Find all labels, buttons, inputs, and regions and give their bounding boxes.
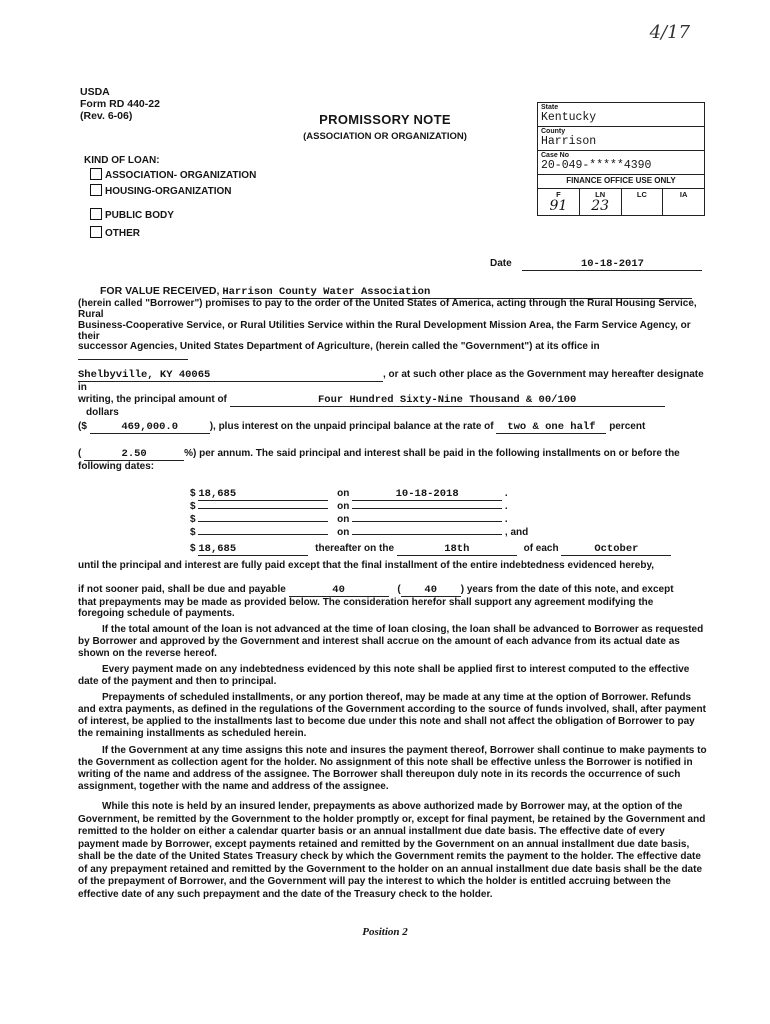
term-line: if not sooner paid, shall be due and payable 40 ( 40 ) years from the date of this note, and except [78,584,674,596]
code-cell-ln [580,189,622,215]
row-end: , and [504,527,529,538]
handwritten-note: 4/17 [649,22,690,43]
borrower-name[interactable]: Harrison County Water Association [222,286,692,299]
rate-rest: %) per annum. The said principal and interest shall be paid in the following installments on or before the [184,448,680,459]
checkbox[interactable] [90,184,102,196]
installment-amount[interactable] [198,521,328,522]
prepayment-paragraph: Prepayments of scheduled installments, or any portion thereof, may be made at any time at the option of Borrower. Refunds and extra payments, as defined in the regulations of the Government according to the source of funds involved, shall, after payment of interest, be applied to the installments last to become due under this note and shall not affect the obligation of Borrower to pay the remaining installments as scheduled herein. [78,692,706,739]
checkbox[interactable] [90,226,102,238]
document-subtitle: (ASSOCIATION OR ORGANIZATION) [303,131,467,142]
office-line [78,341,708,363]
page-footer: Position 2 [362,926,408,938]
payment-application-paragraph: Every payment made on any indebtedness evidenced by this note shall be applied first to interest computed to the effective date of the payment and then to principal. [78,664,690,687]
clause-line: Business-Cooperative Service, or Rural Utilities Service within the Rural Development Mission Area, the Farm Service Agency, or their [78,320,691,342]
installment-row: $ on , and [190,527,529,538]
code-label: LN [595,190,606,199]
term-years-number[interactable]: 40 [401,585,461,597]
payment-month[interactable]: October [561,543,671,556]
installment-date[interactable]: 10-18-2018 [352,488,502,501]
code-cell-lc [622,189,664,215]
installment-amount[interactable]: 18,685 [198,488,328,501]
loan-option-label: ASSOCIATION- ORGANIZATION [105,170,257,181]
percent-label: percent [609,421,646,432]
kind-of-loan-label: KIND OF LOAN: [84,155,160,166]
dollars-label: dollars [86,407,119,418]
installment-date[interactable] [352,508,502,509]
date-label: Date [490,258,512,269]
amount-prefix: ($ [78,421,87,432]
installment-row: $ 18,685 on 10-18-2018 . [190,488,508,500]
term-section [78,584,708,619]
principal-prefix: writing, the principal amount of [78,394,227,405]
borrower-clause [78,298,708,342]
for-value-line [100,285,692,299]
code-value: 91 [549,198,568,214]
advance-paragraph: If the total amount of the loan is not advanced at the time of loan closing, the loan shall be advanced to Borrower as requested by Borrower and approved by the Government and interest shall accrue on the amount of each advance from its actual date as shown on the reverse hereof. [78,624,704,659]
form-identification [80,86,160,122]
interest-text: ), plus interest on the unpaid principal balance at the rate of [209,421,494,432]
checkbox[interactable] [90,208,102,220]
thereafter-label: thereafter on the [315,543,395,554]
on-label: on [337,527,350,538]
rate-value[interactable]: 2.50 [84,449,184,461]
clause-line: successor Agencies, United States Department of Agriculture, (herein called the "Government") at its office in [78,341,600,352]
row-end: . [504,514,508,525]
term-line: foregoing schedule of payments. [78,608,235,619]
loan-option [90,226,256,240]
case-number-label: Case No [541,152,570,159]
document-title: PROMISSORY NOTE [319,112,451,127]
code-cell-f [538,189,580,215]
principal-words[interactable]: Four Hundred Sixty-Nine Thousand & 00/100 [230,395,665,407]
installment-date[interactable] [352,521,502,522]
state-cell [538,103,704,127]
loan-option [90,168,256,182]
rate-line [78,448,708,472]
term-prefix: if not sooner paid, shall be due and payable [78,584,286,595]
case-number-cell [538,151,704,175]
installment-date[interactable] [352,534,502,535]
installment-row: $ on . [190,501,508,512]
code-label: F [556,190,561,199]
case-number-value: 20-049-*****4390 [541,159,652,172]
state-value: Kentucky [541,111,597,124]
clause-line: , or at such other place as the Government may hereafter designate in [78,369,704,393]
office-location[interactable]: Shelbyville, KY 40065 [78,370,383,382]
loan-option [90,184,256,198]
row-end: . [504,488,508,499]
checkbox[interactable] [90,168,102,180]
assignment-paragraph: If the Government at any time assigns this note and insures the payment thereof, Borrower shall continue to make payments to the Government as collection agent for the holder. No assignment of this note shall be effective unless the Borrower is notified in writing of the name and address of the assignee. The Borrower shall thereupon duly note in its records the occurrence of such assignment, together with the name and address of the assignee. [78,745,707,792]
form-number: Form RD 440-22 [80,98,160,110]
on-label: on [337,501,350,512]
loan-option [90,208,256,222]
code-cell-ia [663,189,704,215]
date-field [490,258,702,271]
case-info-box [537,102,705,216]
office-location-line [78,369,708,393]
principal-line [78,394,708,418]
of-each-label: of each [523,543,559,554]
county-value: Harrison [541,135,597,148]
code-label: LC [636,190,647,199]
finance-codes-row [538,189,704,215]
loan-option-label: OTHER [105,228,140,239]
following-dates: following dates: [78,461,155,472]
payment-day[interactable]: 18th [397,543,517,556]
term-years-words[interactable]: 40 [289,585,389,597]
state-label: State [541,104,559,111]
finance-office-label: FINANCE OFFICE USE ONLY [538,175,704,189]
code-value: 23 [591,198,610,214]
term-line: that prepayments may be made as provided below. The consideration herefor shall support any agreement modifying the [78,597,654,608]
rate-open: ( [78,448,82,459]
row-end: . [504,501,508,512]
county-cell [538,127,704,151]
insured-lender-paragraph: While this note is held by an insured lender, prepayments as above authorized made by Borrower may, at the option of the Government, be remitted by the Government to the holder promptly or, except for final payment, be retained by the Government and remitted to the holder on either a calendar quarter basis or an annual installment due date basis. The effective date of every payment made by Borrower, except payments retained and remitted by the Government on an annual installment due date basis, shall be the date of the United States Treasury check by which the Government remits the payment to the holder. The effective date of any prepayment retained and remitted by the Government to the holder on an annual installment due date basis shall be the date of the prepayment of Borrower, and the Government will pay the interest to which the holder is entitled accruing between the effective date of any such prepayment and the date of the Treasury check to the holder. [78,801,706,900]
loan-option-label: HOUSING-ORGANIZATION [105,186,232,197]
kind-of-loan-section [84,155,256,240]
on-label: on [337,488,350,499]
document-title-block [260,112,510,142]
code-label: IA [679,190,688,199]
on-label: on [337,514,350,525]
amount-line [78,421,708,434]
installment-amount[interactable] [198,508,328,509]
final-installment-row: $ 18,685 thereafter on the 18th of each October [190,543,720,556]
county-label: County [541,128,566,135]
rate-words[interactable]: two & one half [496,422,606,434]
for-value-label: FOR VALUE RECEIVED, [100,285,220,297]
term-suffix: ) years from the date of this note, and except [460,584,674,595]
loan-option-label: PUBLIC BODY [105,210,174,221]
date-value[interactable]: 10-18-2017 [522,258,702,271]
installment-row: $ on . [190,514,508,525]
last-installment-amount[interactable]: 18,685 [198,543,308,556]
form-revision: (Rev. 6-06) [80,110,133,122]
amount-value[interactable]: 469,000.0 [90,422,210,434]
agency-name: USDA [80,86,110,98]
clause-line: (herein called "Borrower") promises to pay to the order of the United States of America, acting through the Rural Housing Service, Rural [78,298,697,320]
until-line: until the principal and interest are fully paid except that the final installment of the entire indebtedness evidenced hereby, [78,560,655,571]
installment-amount[interactable] [198,534,328,535]
